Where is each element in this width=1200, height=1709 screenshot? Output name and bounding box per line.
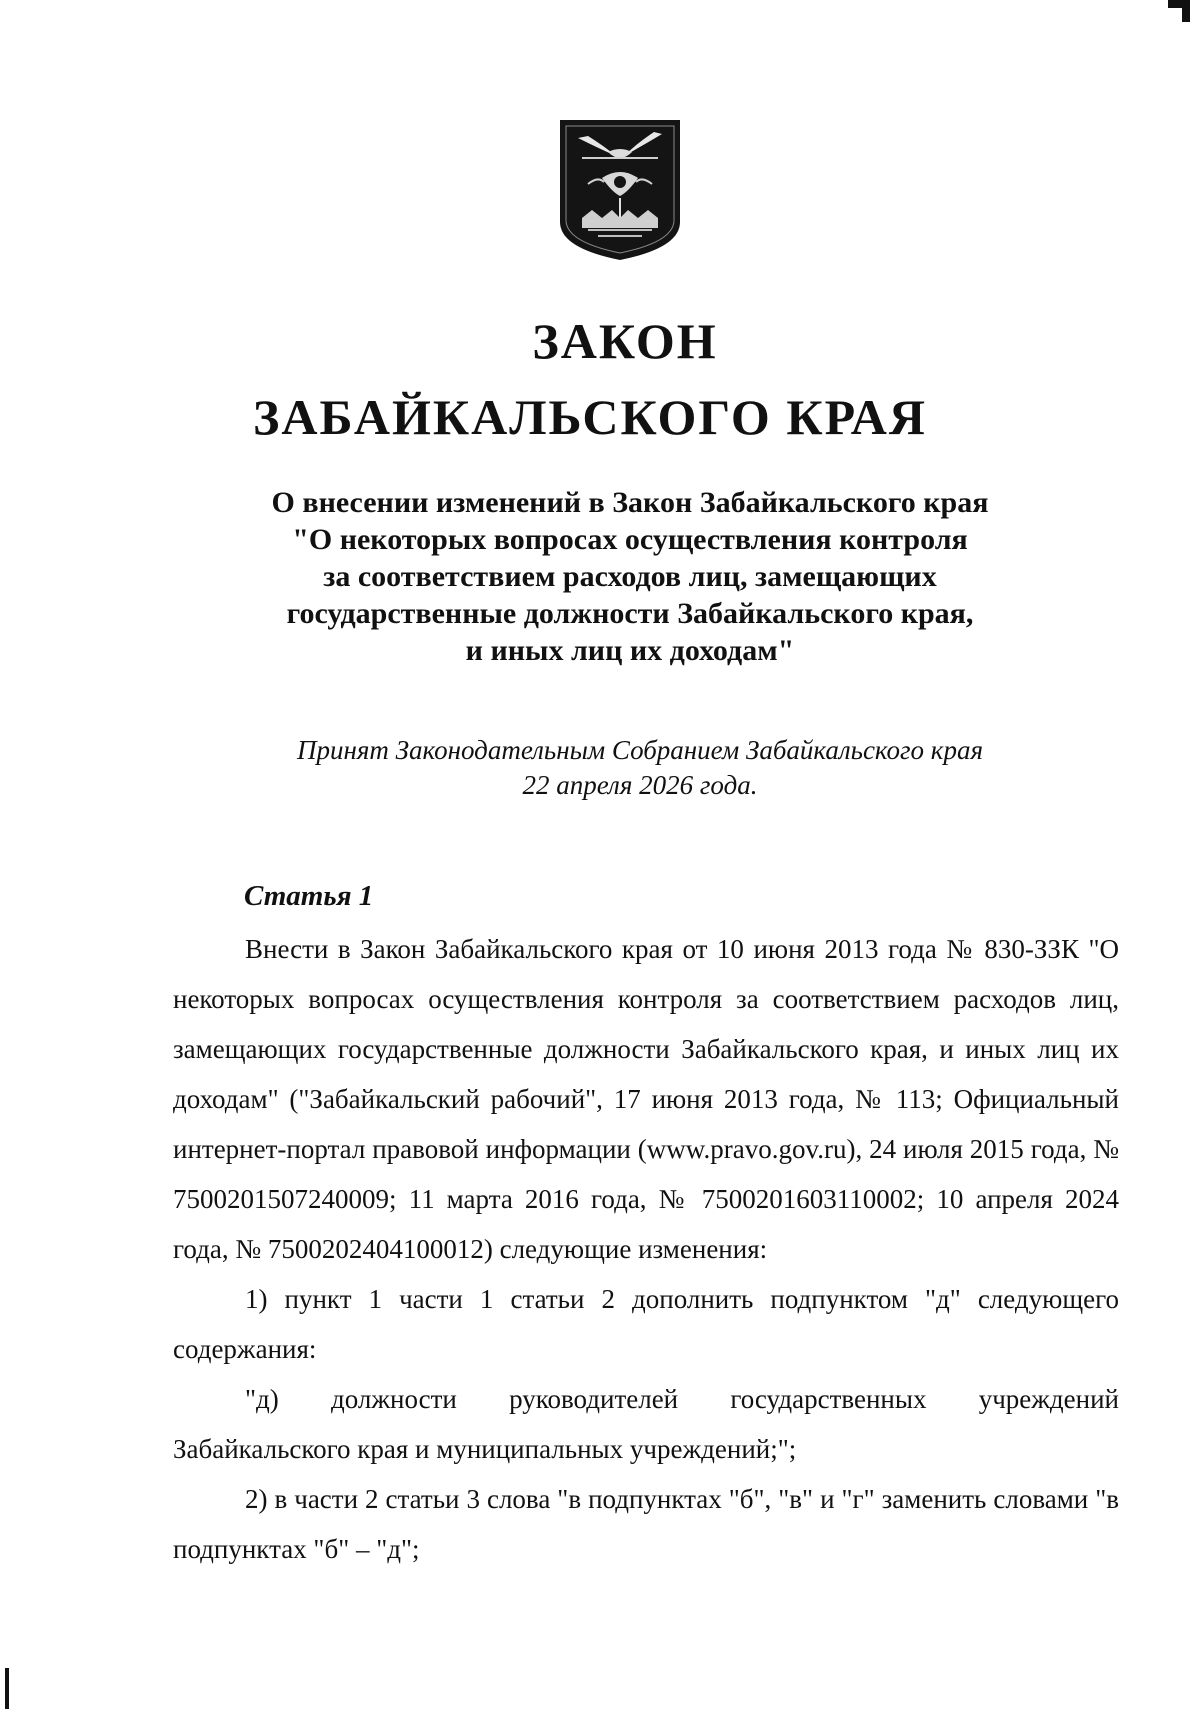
law-region-title: ЗАБАЙКАЛЬСКОГО КРАЯ: [253, 389, 927, 445]
subject-line: государственные должности Забайкальского края,: [286, 597, 974, 630]
subject-line: и иных лиц их доходам": [465, 634, 795, 667]
adoption-line: Принят Законодательным Собранием Забайкальского края: [296, 735, 983, 765]
adoption-date: 22 апреля 2026 года.: [522, 770, 758, 800]
subject-line: "О некоторых вопросах осуществления контроля: [292, 523, 968, 556]
law-title: ЗАКОН: [532, 313, 718, 369]
subject-line: О внесении изменений в Закон Забайкальского края: [271, 486, 989, 519]
article-paragraph: 2) в части 2 статьи 3 слова "в подпунктах "б", "в" и "г" заменить словами "в подпунктах "б" – "д";: [173, 1484, 1119, 1564]
article-body: [173, 924, 1119, 1574]
article-paragraph: "д) должности руководителей государственных учреждений Забайкальского края и муниципальных учреждений;";: [173, 1384, 1119, 1464]
subject-line: за соответствием расходов лиц, замещающих: [323, 560, 937, 593]
coat-of-arms-icon: [558, 118, 682, 262]
article-paragraph: Внести в Закон Забайкальского края от 10 июня 2013 года № 830-ЗЗК "О некоторых вопросах осуществления контроля за соответствием расходов лиц, замещающих государственные должности Забайкальского края, и иных лиц их доходам" ("Забайкальский рабочий", 17 июня 2013 года, № 113; Официальный интернет-портал правовой информации (www.pravo.gov.ru), 24 июля 2015 года, № 7500201507240009; 11 марта 2016 года, № 7500201603110002; 10 апреля 2024 года, № 7500202404100012) следующие изменения:: [173, 934, 1119, 1264]
law-subject: [220, 484, 1040, 669]
scan-mark-bottom-left: [5, 1668, 9, 1709]
article-heading: Статья 1: [244, 880, 374, 912]
scan-mark-top-right-vertical: [1182, 0, 1190, 22]
article-paragraph: 1) пункт 1 части 1 статьи 2 дополнить подпунктом "д" следующего содержания:: [173, 1284, 1119, 1364]
adoption-note: [230, 733, 1050, 803]
